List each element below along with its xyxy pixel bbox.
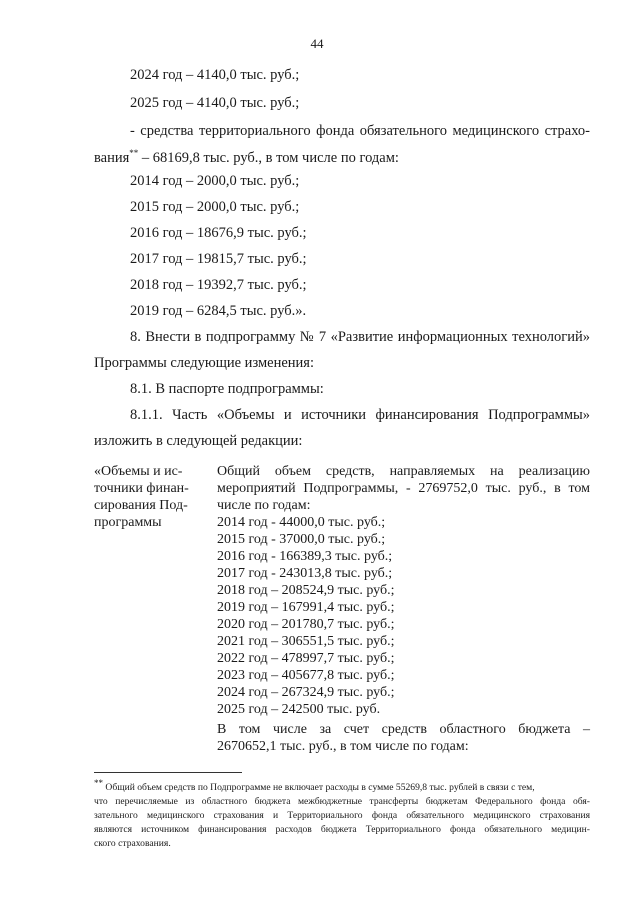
table-text-line: мероприятий Подпрограммы, - 2769752,0 тыс. руб., в том <box>217 481 590 496</box>
paragraph-text: вания <box>94 150 130 166</box>
paragraph-line: - средства территориального фонда обязательного медицинского страхо- <box>130 123 590 139</box>
table-year-line: 2023 год – 405677,8 тыс. руб.; <box>217 668 395 683</box>
table-year-line: 2018 год – 208524,9 тыс. руб.; <box>217 583 395 598</box>
table-year-line: 2025 год – 242500 тыс. руб. <box>217 702 381 717</box>
year-line: 2015 год – 2000,0 тыс. руб.; <box>130 199 300 215</box>
table-year-line: 2021 год – 306551,5 тыс. руб.; <box>217 634 395 649</box>
year-line: 2025 год – 4140,0 тыс. руб.; <box>130 95 300 111</box>
footnote-line <box>94 777 590 794</box>
paragraph-line: Программы следующие изменения: <box>94 355 314 371</box>
year-line: 2024 год – 4140,0 тыс. руб.; <box>130 67 300 83</box>
table-text-line: Общий объем средств, направляемых на реализацию <box>217 464 590 479</box>
table-year-line: 2019 год – 167991,4 тыс. руб.; <box>217 600 395 615</box>
paragraph-line <box>94 149 399 167</box>
table-year-line: 2020 год – 201780,7 тыс. руб.; <box>217 617 395 632</box>
paragraph-line: 8.1.1. Часть «Объемы и источники финансирования Подпрограммы» <box>130 407 590 423</box>
paragraph-line: изложить в следующей редакции: <box>94 433 303 449</box>
year-line: 2014 год – 2000,0 тыс. руб.; <box>130 173 300 189</box>
table-year-line: 2024 год – 267324,9 тыс. руб.; <box>217 685 395 700</box>
year-line: 2016 год – 18676,9 тыс. руб.; <box>130 225 307 241</box>
footnote-line: что перечисляемые из областного бюджета межбюджетные трансферты бюджетам Федерального фонда обя- <box>94 796 590 807</box>
table-year-line: 2016 год - 166389,3 тыс. руб.; <box>217 549 393 564</box>
table-label-line: «Объемы и ис- <box>94 464 183 479</box>
table-text-line: числе по годам: <box>217 498 311 513</box>
paragraph-text: – 68169,8 тыс. руб., в том числе по годам: <box>138 150 399 166</box>
footnote-line: являются источником финансирования расходов бюджета Территориального фонда обязательного медицин- <box>94 824 590 835</box>
footnote-marker: ** <box>94 777 103 788</box>
footnote-line: зательного медицинского страхования и Территориального фонда обязательного медицинского страхования <box>94 810 590 821</box>
year-line: 2019 год – 6284,5 тыс. руб.». <box>130 303 307 319</box>
footnote-divider <box>94 772 242 773</box>
table-year-line: 2022 год – 478997,7 тыс. руб.; <box>217 651 395 666</box>
table-text-line: В том числе за счет средств областного бюджета – <box>217 722 590 737</box>
table-label-line: программы <box>94 515 162 530</box>
year-line: 2018 год – 19392,7 тыс. руб.; <box>130 277 307 293</box>
year-line: 2017 год – 19815,7 тыс. руб.; <box>130 251 307 267</box>
footnote-marker: ** <box>129 148 139 159</box>
page-number: 44 <box>310 36 324 51</box>
table-year-line: 2017 год - 243013,8 тыс. руб.; <box>217 566 393 581</box>
table-label-line: точники финан- <box>94 481 189 496</box>
table-label-line: сирования Под- <box>94 498 188 513</box>
footnote-text: Общий объем средств по Подпрограмме не включает расходы в сумме 55269,8 тыс. рублей в связи с тем, <box>103 782 535 793</box>
paragraph-line: 8.1. В паспорте подпрограммы: <box>130 381 324 397</box>
table-text-line: 2670652,1 тыс. руб., в том числе по годам: <box>217 739 469 754</box>
table-year-line: 2015 год - 37000,0 тыс. руб.; <box>217 532 386 547</box>
table-year-line: 2014 год - 44000,0 тыс. руб.; <box>217 515 386 530</box>
paragraph-line: 8. Внести в подпрограмму № 7 «Развитие информационных технологий» <box>130 329 590 345</box>
footnote-line: ского страхования. <box>94 838 171 849</box>
